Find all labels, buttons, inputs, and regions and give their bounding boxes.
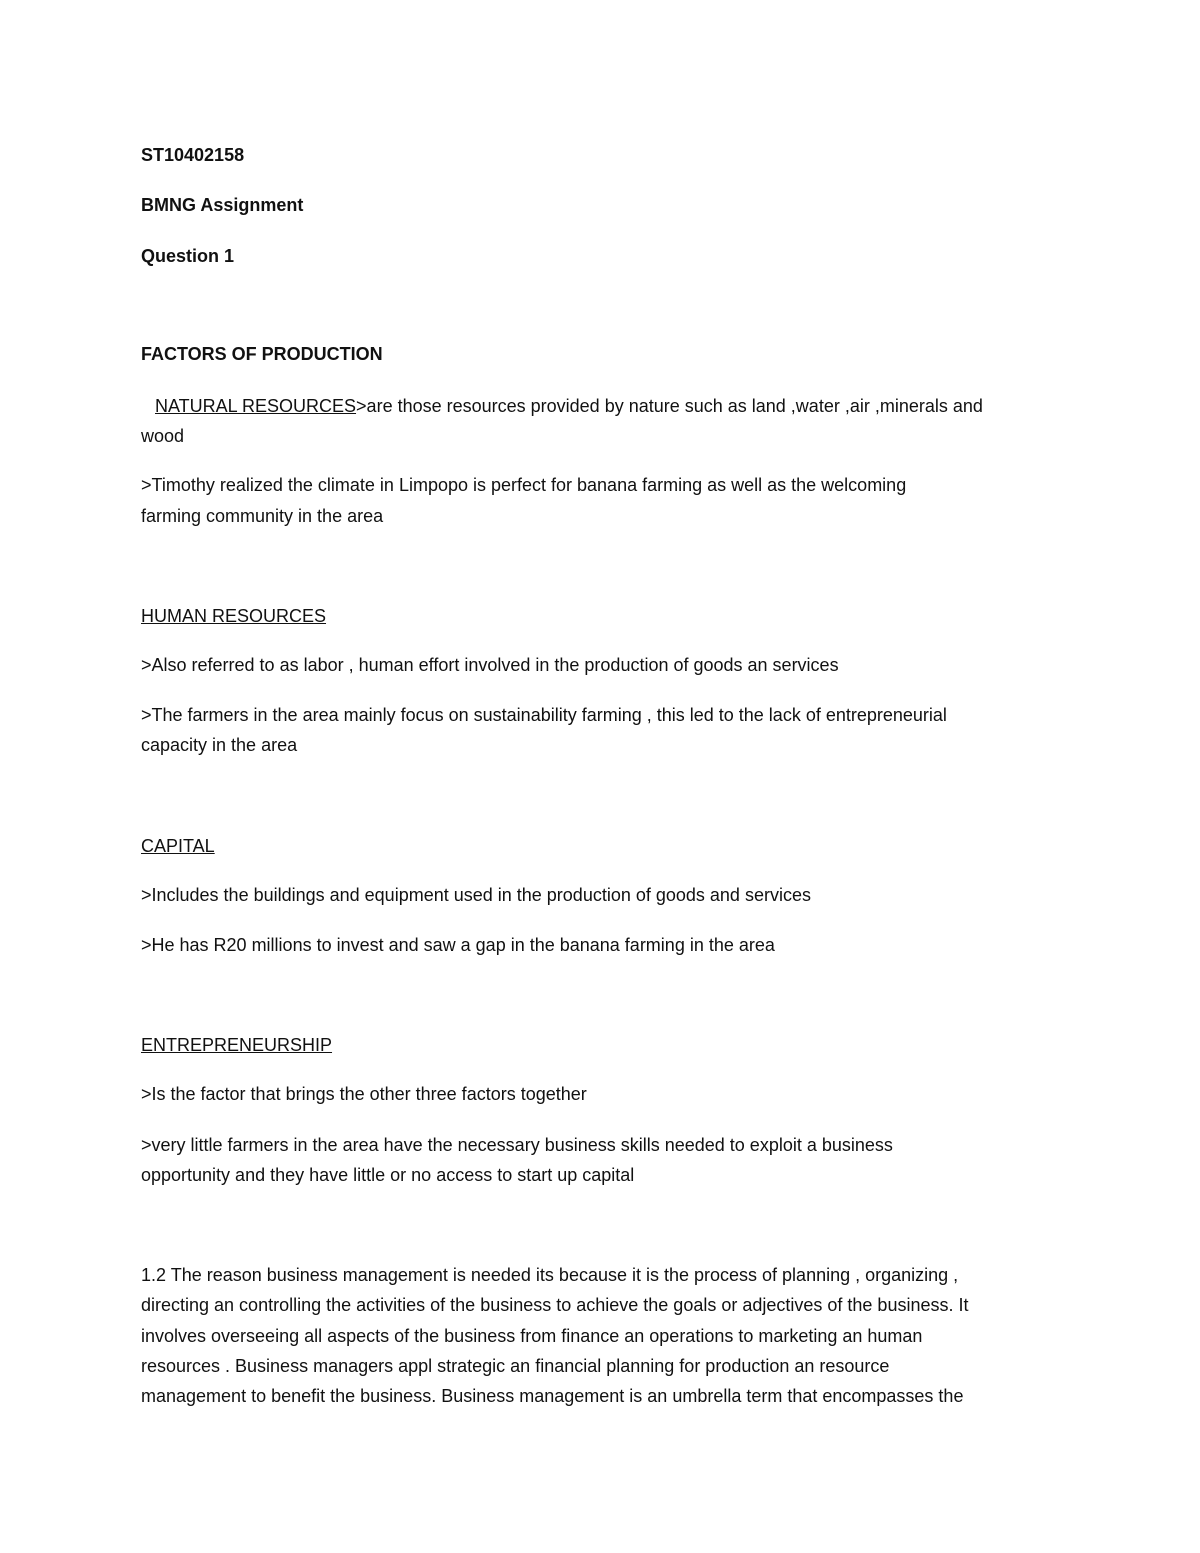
question-label: Question 1 [141,246,235,266]
capital-definition: >Includes the buildings and equipment used in the production of goods and services [141,885,811,905]
answer-1-2-line4: resources . Business managers appl strategic an financial planning for production an resource [141,1356,890,1376]
entrepreneurship-definition: >Is the factor that brings the other three factors together [141,1084,587,1104]
human-resources-definition: >Also referred to as labor , human effort involved in the production of goods an services [141,655,839,675]
natural-resources-example-line2: farming community in the area [141,506,384,526]
human-resources-example-line1: >The farmers in the area mainly focus on sustainability farming , this led to the lack of entrepreneurial [141,705,947,725]
assignment-title: BMNG Assignment [141,195,304,215]
natural-resources-heading: NATURAL RESOURCES [155,396,357,416]
capital-heading: CAPITAL [141,836,215,856]
natural-resources-definition-text: >are those resources provided by nature such as land ,water ,air ,minerals and [356,396,983,416]
answer-1-2-line2: directing an controlling the activities of the business to achieve the goals or adjectives of the business. It [141,1295,969,1315]
entrepreneurship-example-line2: opportunity and they have little or no access to start up capital [141,1165,635,1185]
answer-1-2-line5: management to benefit the business. Business management is an umbrella term that encompasses the [141,1386,964,1406]
natural-resources-definition-line [155,391,983,421]
capital-example: >He has R20 millions to invest and saw a gap in the banana farming in the area [141,935,775,955]
student-id: ST10402158 [141,145,245,165]
entrepreneurship-example-line1: >very little farmers in the area have the necessary business skills needed to exploit a business [141,1135,893,1155]
human-resources-heading: HUMAN RESOURCES [141,606,327,626]
natural-resources-example-line1: >Timothy realized the climate in Limpopo is perfect for banana farming as well as the welcoming [141,475,907,495]
answer-1-2-line1: 1.2 The reason business management is needed its because it is the process of planning , organizing , [141,1265,959,1285]
natural-resources-definition-continuation: wood [141,426,185,446]
answer-1-2-line3: involves overseeing all aspects of the business from finance an operations to marketing an human [141,1326,923,1346]
human-resources-example-line2: capacity in the area [141,735,298,755]
entrepreneurship-heading: ENTREPRENEURSHIP [141,1035,333,1055]
section-title: FACTORS OF PRODUCTION [141,344,383,364]
